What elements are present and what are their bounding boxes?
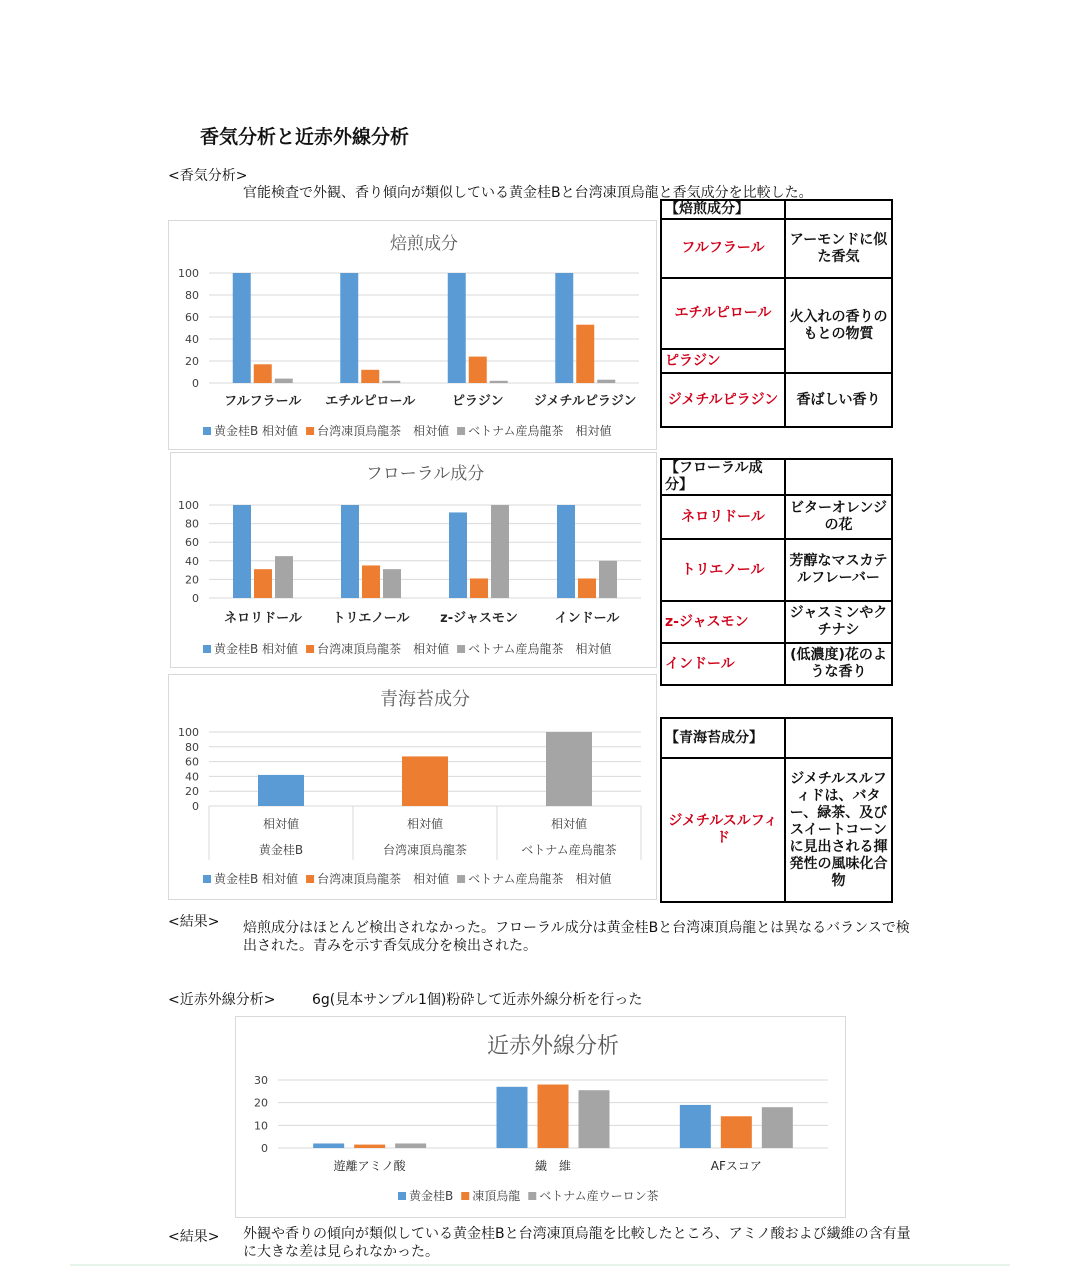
category-label: インドール [554,611,620,626]
legend-label: ベトナム産ウーロン茶 [539,1189,659,1203]
nir-chart [235,1016,846,1218]
seaweed-table [660,717,893,903]
roast-desc-2: 火入れの香りのもとの物質 [785,278,892,373]
bar [721,1116,752,1148]
aroma-result-line-1: 焙煎成分はほとんど検出されなかった。フローラル成分は黄金桂Bと台湾凍頂烏龍とは異なるバランスで検 [243,920,910,936]
y-tick-label: 0 [192,592,199,605]
legend-swatch [457,645,465,653]
bar [275,379,293,383]
legend-swatch [457,427,465,435]
y-tick-label: 20 [185,573,199,587]
y-tick-label: 40 [185,554,199,568]
bar [258,775,304,806]
legend-label: 黄金桂B 相対値 [214,642,299,656]
nir-result-line-1: 外観や香りの傾向が類似している黄金桂Bと台湾凍頂烏龍を比較したところ、アミノ酸および繊維の含有量 [243,1226,911,1242]
y-tick-label: 40 [185,333,199,346]
floral-compound-2: トリエノール [661,539,785,601]
bar [275,556,293,598]
bar [576,325,594,383]
bar [395,1143,426,1148]
legend-label: 凍頂烏龍 [472,1189,521,1203]
aroma-intro: 官能検査で外観、香り傾向が類似している黄金桂Bと台湾凍頂烏龍と香気成分を比較した。 [243,185,813,201]
y-tick-label: 60 [185,536,199,550]
floral-desc-3: ジャスミンやクチナシ [785,601,892,643]
legend-label: 台湾凍頂烏龍茶 相対値 [317,872,450,886]
category-label: ベトナム産烏龍茶 [521,843,617,857]
bar [470,578,488,598]
floral-chart [170,452,657,668]
bar [402,756,448,806]
nir-intro: 6g(見本サンプル1個)粉砕して近赤外線分析を行った [312,992,643,1008]
bar [469,357,487,383]
roast-compound-2: エチルピロール [661,278,785,349]
nir-result-line-2: に大きな差は見られなかった。 [243,1244,439,1260]
bar [490,381,508,383]
y-tick-label: 80 [185,289,199,302]
floral-compound-4: インドール [661,643,785,685]
seaweed-chart-svg [169,675,656,899]
legend-swatch [203,875,211,883]
bar [313,1143,344,1148]
y-tick-label: 0 [192,800,199,813]
category-label: z-ジャスモン [440,611,518,626]
aroma-result-line-2: 出された。青みを示す香気成分を検出された。 [243,938,537,954]
roast-compound-1: フルフラール [661,219,785,278]
legend-swatch [457,875,465,883]
floral-compound-3: z-ジャスモン [661,601,785,643]
bar [254,364,272,383]
legend-swatch [398,1192,406,1200]
floral-desc-1: ビターオレンジの花 [785,495,892,539]
nir-chart-svg [236,1017,845,1217]
category-label: 台湾凍頂烏龍茶 [382,843,468,857]
y-tick-label: 100 [178,726,199,739]
roast-table-header: 【焙煎成分】 [661,200,785,219]
seaweed-compound-1: ジメチルスルフィド [661,758,785,902]
value-label: 相対値 [550,817,588,831]
floral-chart-svg [171,453,656,667]
bar [546,732,592,806]
category-label: AFスコア [710,1159,762,1173]
category-label: ピラジン [451,394,504,409]
y-tick-label: 80 [185,740,199,754]
bar [491,505,509,598]
legend-label: ベトナム産烏龍茶 相対値 [468,872,612,886]
category-label: トリエノール [332,611,410,626]
y-tick-label: 10 [254,1119,268,1133]
y-tick-label: 60 [185,755,199,769]
chart-title: フローラル成分 [365,464,485,484]
floral-table-header: 【フローラル成分】 [661,459,785,495]
legend-label: ベトナム産烏龍茶 相対値 [468,642,612,656]
y-tick-label: 60 [185,311,199,324]
legend-swatch [203,427,211,435]
bar [354,1145,385,1148]
bar [361,370,379,383]
bar [680,1105,711,1148]
roast-desc-1: アーモンドに似た香気 [785,219,892,278]
floral-table [660,458,893,686]
bar [383,569,401,598]
legend-swatch [306,427,314,435]
bar [762,1107,793,1148]
bar [382,381,400,383]
page-title: 香気分析と近赤外線分析 [200,126,410,148]
y-tick-label: 20 [254,1096,268,1110]
legend-swatch [306,875,314,883]
aroma-section-label: <香気分析> [168,168,248,184]
bar [578,578,596,598]
roast-compound-4: ジメチルピラジン [661,373,785,427]
seaweed-table-header: 【青海苔成分】 [661,718,785,758]
legend-label: ベトナム産烏龍茶 相対値 [468,424,612,438]
bar [599,561,617,598]
roast-chart-svg [169,221,656,449]
legend-swatch [528,1192,536,1200]
seaweed-chart [168,674,657,900]
roast-compound-3: ピラジン [661,349,785,373]
roast-chart [168,220,657,450]
bar [449,512,467,598]
nir-section-label: <近赤外線分析> [168,992,276,1008]
bar [497,1087,528,1148]
legend-label: 黄金桂B [409,1189,454,1203]
seaweed-desc-1: ジメチルスルフィドは、バター、緑茶、及びスイートコーンに見出される揮発性の風味化合物 [785,758,892,902]
y-tick-label: 40 [185,770,199,784]
y-tick-label: 0 [192,377,199,390]
bar [254,569,272,598]
bar [448,273,466,383]
bar [362,565,380,598]
y-tick-label: 80 [185,517,199,531]
legend-swatch [203,645,211,653]
roast-table [660,199,893,428]
legend-swatch [461,1192,469,1200]
bar [597,380,615,383]
legend-label: 台湾凍頂烏龍茶 相対値 [317,424,450,438]
bar [555,273,573,383]
chart-title: 焙煎成分 [390,234,458,254]
bar [341,505,359,598]
chart-title: 近赤外線分析 [486,1034,620,1059]
category-label: ジメチルピラジン [533,394,637,409]
bar [557,505,575,598]
legend-label: 台湾凍頂烏龍茶 相対値 [317,642,450,656]
category-label: 遊離アミノ酸 [333,1159,406,1173]
floral-desc-4: (低濃度)花のような香り [785,643,892,685]
value-label: 相対値 [406,817,444,831]
aroma-result-label: <結果> [168,914,220,930]
chart-title: 青海苔成分 [380,689,470,710]
y-tick-label: 20 [185,785,199,799]
legend-label: 黄金桂B 相対値 [214,872,299,886]
y-tick-label: 20 [185,355,199,368]
category-label: ネロリドール [224,611,302,626]
floral-desc-2: 芳醇なマスカテルフレーバー [785,539,892,601]
value-label: 相対値 [262,817,300,831]
y-tick-label: 100 [178,267,199,280]
legend-swatch [306,645,314,653]
bar [233,273,251,383]
category-label: エチルピロール [325,394,416,409]
y-tick-label: 100 [178,499,199,512]
legend-label: 黄金桂B 相対値 [214,424,299,438]
floral-compound-1: ネロリドール [661,495,785,539]
category-label: フルフラール [224,394,302,409]
bar [233,505,251,598]
category-label: 繊 維 [534,1159,572,1173]
y-tick-label: 0 [261,1142,268,1155]
bar [579,1090,610,1148]
nir-result-label: <結果> [168,1229,220,1245]
category-label: 黄金桂B [258,843,304,857]
bottom-divider [70,1264,1010,1266]
bar [538,1085,569,1148]
roast-desc-4: 香ばしい香り [785,373,892,427]
bar [340,273,358,383]
y-tick-label: 30 [254,1074,268,1087]
